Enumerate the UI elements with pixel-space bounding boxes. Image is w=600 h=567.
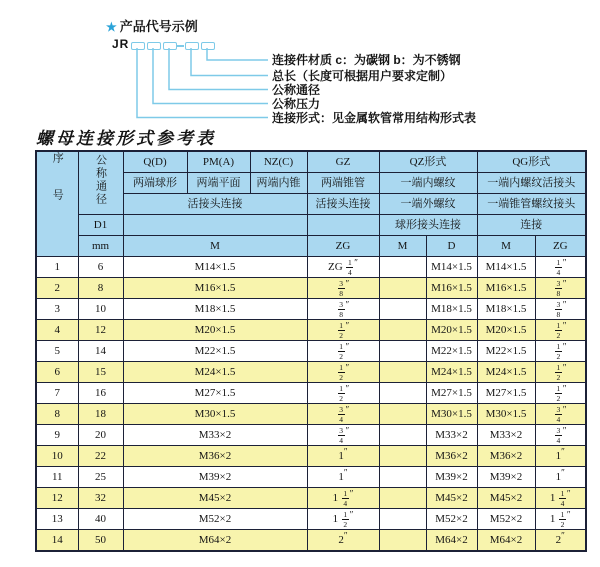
- table-body: [36, 257, 586, 552]
- cell-qg-m: M64×2: [477, 530, 535, 552]
- header-unit-m-qz: M: [379, 236, 426, 257]
- header-conn-qg: 一端锥管螺纹接头: [477, 194, 586, 215]
- cell-gz: $\frac{1}{2}$ ″: [307, 341, 379, 362]
- cell-m: M24×1.5: [123, 362, 307, 383]
- header-group-nzc: NZ(C): [250, 151, 307, 173]
- cell-qz-m: [379, 278, 426, 299]
- table-row: [36, 467, 586, 488]
- cell-qg-m: M27×1.5: [477, 383, 535, 404]
- table-row: [36, 257, 586, 278]
- code-label-diameter: 公称通径: [272, 82, 321, 97]
- cell-gz: 2″: [307, 530, 379, 552]
- header-conn-union: 活接头连接: [123, 194, 307, 215]
- cell-qg-m: M39×2: [477, 467, 535, 488]
- cell-gz: $\frac{1}{2}$ ″: [307, 383, 379, 404]
- cell-qz-d: M30×1.5: [426, 404, 477, 425]
- header-unit-d-qz: D: [426, 236, 477, 257]
- cell-gz: 1 $\frac{1}{2}$ ″: [307, 509, 379, 530]
- nut-connection-table: [35, 150, 587, 552]
- cell-seq: 3: [36, 299, 78, 320]
- cell-gz: $\frac{3}{4}$ ″: [307, 425, 379, 446]
- cell-qz-d: M45×2: [426, 488, 477, 509]
- table-row: [36, 299, 586, 320]
- cell-qg-m: M20×1.5: [477, 320, 535, 341]
- cell-qz-m: [379, 320, 426, 341]
- cell-qz-m: [379, 488, 426, 509]
- cell-m: M52×2: [123, 509, 307, 530]
- cell-qz-d: M24×1.5: [426, 362, 477, 383]
- cell-m: M45×2: [123, 488, 307, 509]
- cell-m: M30×1.5: [123, 404, 307, 425]
- cell-gz: ZG $\frac{1}{4}$ ″: [307, 257, 379, 278]
- header-unit-zg-qg: ZG: [535, 236, 586, 257]
- header-style-nzc: 两端内锥: [250, 173, 307, 194]
- cell-dn: 25: [78, 467, 123, 488]
- header-dn: 公称通径: [78, 151, 123, 215]
- cell-qz-m: [379, 425, 426, 446]
- cell-dn: 20: [78, 425, 123, 446]
- cell-qz-d: M14×1.5: [426, 257, 477, 278]
- cell-qg-zg: 1″: [535, 467, 586, 488]
- cell-qg-zg: $\frac{1}{2}$ ″: [535, 320, 586, 341]
- cell-qg-m: M24×1.5: [477, 362, 535, 383]
- cell-seq: 1: [36, 257, 78, 278]
- cell-qg-zg: $\frac{1}{2}$ ″: [535, 383, 586, 404]
- header-group-qz: QZ形式: [379, 151, 477, 173]
- cell-qg-m: M45×2: [477, 488, 535, 509]
- table-row: [36, 404, 586, 425]
- cell-qg-zg: $\frac{1}{2}$ ″: [535, 341, 586, 362]
- cell-seq: 10: [36, 446, 78, 467]
- header-style-qz: 一端内螺纹: [379, 173, 477, 194]
- header-conn-qz: 一端外螺纹: [379, 194, 477, 215]
- cell-qz-d: M64×2: [426, 530, 477, 552]
- cell-gz: 1 $\frac{1}{4}$ ″: [307, 488, 379, 509]
- cell-seq: 4: [36, 320, 78, 341]
- header-unit-m-qg: M: [477, 236, 535, 257]
- cell-qz-d: M33×2: [426, 425, 477, 446]
- cell-qz-d: M22×1.5: [426, 341, 477, 362]
- star-icon: ★: [106, 20, 117, 34]
- table-row: [36, 383, 586, 404]
- cell-qg-zg: 2″: [535, 530, 586, 552]
- cell-m: M64×2: [123, 530, 307, 552]
- cell-m: M20×1.5: [123, 320, 307, 341]
- cell-qz-d: M52×2: [426, 509, 477, 530]
- table-title: 螺母连接形式参考表: [36, 129, 216, 148]
- cell-dn: 15: [78, 362, 123, 383]
- table-row: [36, 320, 586, 341]
- cell-dn: 40: [78, 509, 123, 530]
- cell-qz-d: M36×2: [426, 446, 477, 467]
- cell-dn: 6: [78, 257, 123, 278]
- cell-qz-m: [379, 341, 426, 362]
- cell-qg-zg: $\frac{3}{4}$ ″: [535, 404, 586, 425]
- header-group-qd: Q(D): [123, 151, 187, 173]
- cell-m: M33×2: [123, 425, 307, 446]
- cell-qz-d: M20×1.5: [426, 320, 477, 341]
- cell-qg-m: M33×2: [477, 425, 535, 446]
- cell-m: M27×1.5: [123, 383, 307, 404]
- cell-m: M36×2: [123, 446, 307, 467]
- cell-qg-m: M52×2: [477, 509, 535, 530]
- code-label-material: 连接件材质 c：为碳钢 b：为不锈钢: [272, 53, 461, 67]
- table-row: [36, 530, 586, 552]
- header-subconn-qg: 连接: [477, 215, 586, 236]
- cell-qz-m: [379, 404, 426, 425]
- cell-seq: 12: [36, 488, 78, 509]
- cell-qg-zg: 1″: [535, 446, 586, 467]
- cell-dn: 8: [78, 278, 123, 299]
- header-subconn-qz: 球形接头连接: [379, 215, 477, 236]
- table-row: [36, 425, 586, 446]
- cell-m: M39×2: [123, 467, 307, 488]
- cell-qg-m: M22×1.5: [477, 341, 535, 362]
- cell-qz-m: [379, 530, 426, 552]
- table-row: [36, 509, 586, 530]
- table-row: [36, 278, 586, 299]
- cell-qz-d: M39×2: [426, 467, 477, 488]
- cell-seq: 14: [36, 530, 78, 552]
- header-unit-zg-gz: ZG: [307, 236, 379, 257]
- cell-qz-d: M16×1.5: [426, 278, 477, 299]
- cell-qz-d: M27×1.5: [426, 383, 477, 404]
- cell-seq: 6: [36, 362, 78, 383]
- cell-qg-zg: $\frac{3}{4}$ ″: [535, 425, 586, 446]
- cell-seq: 5: [36, 341, 78, 362]
- cell-gz: $\frac{1}{2}$ ″: [307, 320, 379, 341]
- header-group-qg: QG形式: [477, 151, 586, 173]
- cell-m: M14×1.5: [123, 257, 307, 278]
- header-group-pma: PM(A): [187, 151, 250, 173]
- cell-qz-m: [379, 446, 426, 467]
- cell-dn: 12: [78, 320, 123, 341]
- header-style-gz: 两端锥管: [307, 173, 379, 194]
- cell-qg-zg: 1 $\frac{1}{2}$ ″: [535, 509, 586, 530]
- header-d1: D1: [78, 215, 123, 236]
- header-unit-mm: mm: [78, 236, 123, 257]
- cell-qg-m: M30×1.5: [477, 404, 535, 425]
- cell-qz-d: M18×1.5: [426, 299, 477, 320]
- cell-qg-zg: 1 $\frac{1}{4}$ ″: [535, 488, 586, 509]
- cell-gz: $\frac{3}{8}$ ″: [307, 299, 379, 320]
- cell-dn: 14: [78, 341, 123, 362]
- cell-seq: 13: [36, 509, 78, 530]
- cell-m: M18×1.5: [123, 299, 307, 320]
- header-group-gz: GZ: [307, 151, 379, 173]
- header-seq: 序号: [36, 151, 78, 257]
- header-unit-m: M: [123, 236, 307, 257]
- cell-dn: 22: [78, 446, 123, 467]
- code-label-pressure: 公称压力: [272, 96, 321, 111]
- cell-gz: $\frac{3}{8}$ ″: [307, 278, 379, 299]
- table-row: [36, 362, 586, 383]
- cell-qz-m: [379, 509, 426, 530]
- cell-dn: 16: [78, 383, 123, 404]
- cell-seq: 7: [36, 383, 78, 404]
- table-header: [36, 151, 586, 257]
- code-label-connection: 连接形式：见金属软管常用结构形式表: [272, 110, 477, 125]
- cell-m: M22×1.5: [123, 341, 307, 362]
- cell-gz: $\frac{3}{4}$ ″: [307, 404, 379, 425]
- cell-qz-m: [379, 257, 426, 278]
- cell-qz-m: [379, 362, 426, 383]
- header-style-pma: 两端平面: [187, 173, 250, 194]
- cell-dn: 50: [78, 530, 123, 552]
- cell-qg-zg: $\frac{3}{8}$ ″: [535, 299, 586, 320]
- cell-seq: 9: [36, 425, 78, 446]
- code-label-length: 总长（长度可根据用户要求定制）: [272, 68, 453, 83]
- cell-qg-m: M18×1.5: [477, 299, 535, 320]
- cell-m: M16×1.5: [123, 278, 307, 299]
- table-row: [36, 446, 586, 467]
- header-d1-empty-gz: [307, 215, 379, 236]
- cell-qg-zg: $\frac{3}{8}$ ″: [535, 278, 586, 299]
- cell-dn: 32: [78, 488, 123, 509]
- cell-seq: 8: [36, 404, 78, 425]
- cell-gz: $\frac{1}{2}$ ″: [307, 362, 379, 383]
- header-d1-empty-m: [123, 215, 307, 236]
- cell-gz: 1″: [307, 467, 379, 488]
- code-prefix: JR: [112, 37, 130, 51]
- cell-qg-zg: $\frac{1}{2}$ ″: [535, 362, 586, 383]
- header-style-qg: 一端内螺纹活接头: [477, 173, 586, 194]
- diagram-heading-text: 产品代号示例: [119, 19, 198, 34]
- header-conn-gz: 活接头连接: [307, 194, 379, 215]
- cell-qz-m: [379, 467, 426, 488]
- cell-qg-m: M36×2: [477, 446, 535, 467]
- cell-dn: 10: [78, 299, 123, 320]
- table-row: [36, 488, 586, 509]
- cell-seq: 11: [36, 467, 78, 488]
- cell-qg-zg: $\frac{1}{4}$ ″: [535, 257, 586, 278]
- cell-qz-m: [379, 299, 426, 320]
- cell-dn: 18: [78, 404, 123, 425]
- cell-qz-m: [379, 383, 426, 404]
- table-row: [36, 341, 586, 362]
- header-style-qd: 两端球形: [123, 173, 187, 194]
- cell-gz: 1″: [307, 446, 379, 467]
- cell-qg-m: M14×1.5: [477, 257, 535, 278]
- cell-qg-m: M16×1.5: [477, 278, 535, 299]
- cell-seq: 2: [36, 278, 78, 299]
